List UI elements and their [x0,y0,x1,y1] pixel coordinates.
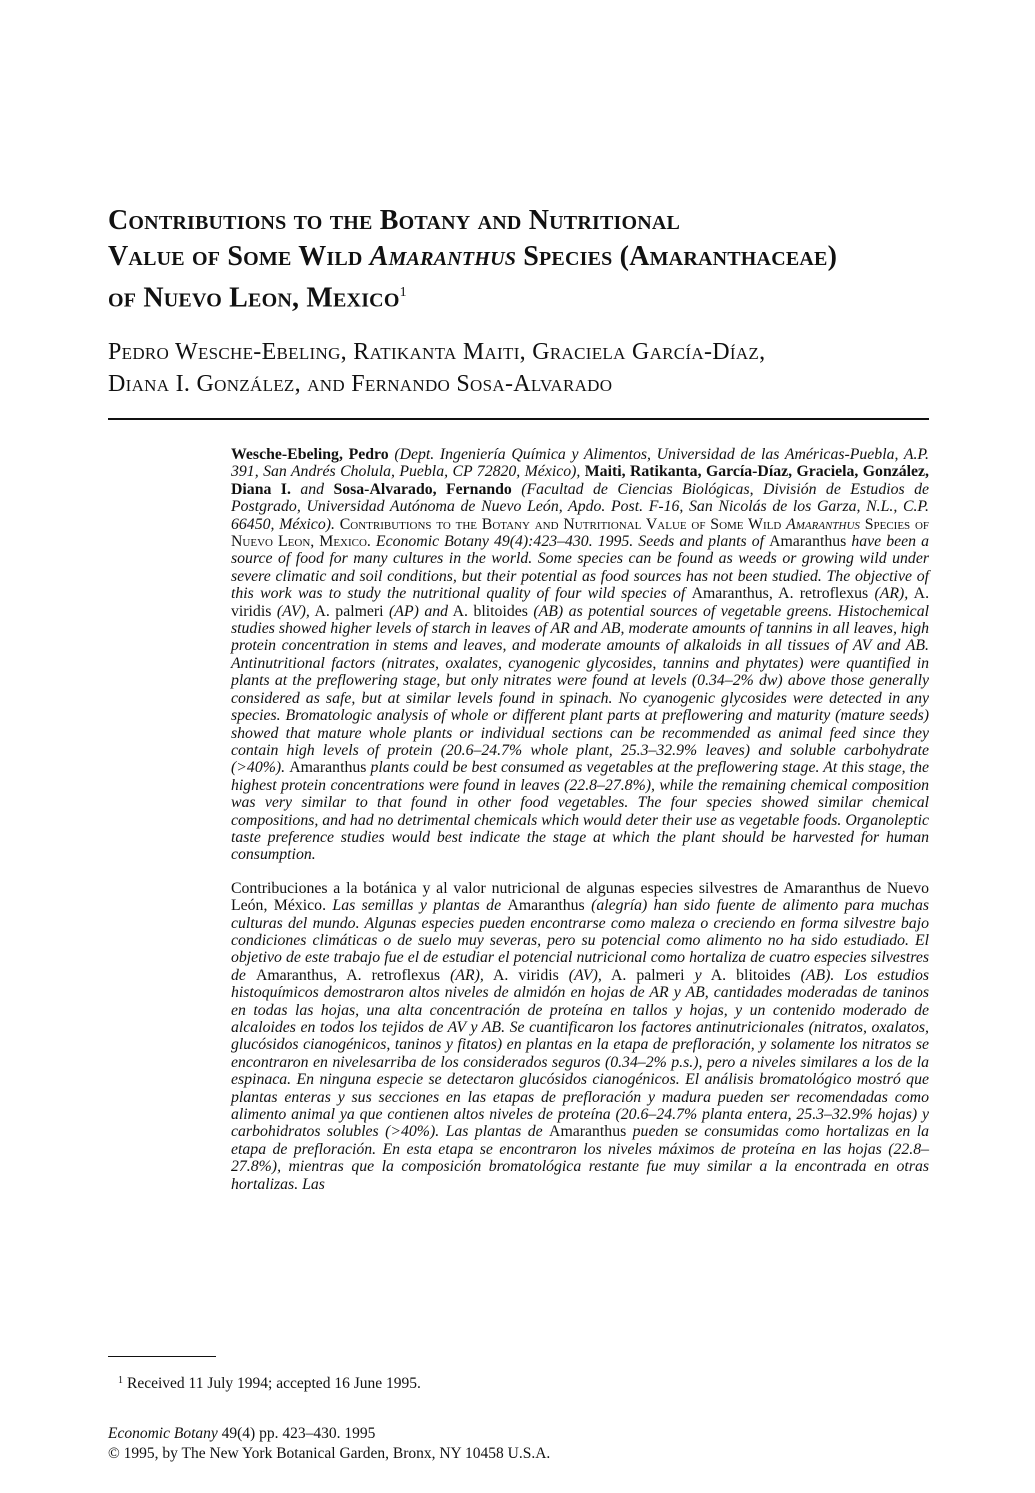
author-list [108,336,958,400]
journal-info [108,1424,550,1464]
author-line-1: Pedro Wesche-Ebeling, Ratikanta Maiti, Graciela García-Díaz, [108,339,766,365]
paper-title [108,203,958,316]
abstract-spanish: Contribuciones a la botánica y al valor nutricional de algunas especies silvestres de Amaranthus de Nuevo León, México. Las semillas y plantas de Amaranthus (alegría) han sido fuente de alimento para muchas culturas del mundo. Algunas especies pueden encontrarse como maleza o creciendo en forma silvestre bajo condiciones climáticas o de suelo muy severas, pero su potencial como alimento no ha sido estudiado. El objetivo de este trabajo fue el de estudiar el potencial nutricional como hortaliza de cuatro especies silvestres de Amaranthus, A. retroflexus (AR), A. viridis (AV), A. palmeri y A. blitoides (AB). Los estudios histoquímicos demostraron altos niveles de almidón en hojas de AR y AB, cantidades moderadas de taninos en todas las hojas, una alta concentración de proteína en tallos y hojas, y un contenido moderado de alcaloides en todos los tejidos de AV y AB. Se cuantificaron los factores antinutricionales (nitratos, oxalatos, glucósidos cianogénicos, taninos y fitatos) en plantas en la etapa de prefloración, y solamente los nitratos se encontraron en nivelesarriba de los considerados seguros (0.34–2% p.s.), pero a niveles similares a los de la espinaca. En ninguna especie se detectaron glucósidos cianogénicos. El análisis bromatológico mostró que plantas enteras y sus secciones en las etapas de prefloración y madura pueden ser recomendadas como alimento animal ya que contienen altos niveles de proteína (20.6–24.7% planta entera, 25.3–32.9% hojas) y carbohidratos solubles (>40%). Las plantas de Amaranthus pueden se consumidas como hortalizas en la etapa de prefloración. En esta etapa se encontraron los niveles máximos de proteína en las hojas (22.8–27.8%), mientras que la composición bromatológica restante fue muy similar a la encontrada en otras hortalizas. Las [231,879,930,1193]
author-line-2: Diana I. González, and Fernando Sosa-Alvarado [108,371,613,397]
title-line-3: of Nuevo Leon, Mexico$^1$ [108,282,407,314]
footnote-mark: 1 [118,1375,123,1386]
footnote-text: Received 11 July 1994; accepted 16 June 1995. [127,1375,421,1392]
journal-citation: Economic Botany 49(4) pp. 423–430. 1995 [108,1425,376,1442]
title-footnote-mark: 1 [399,285,407,300]
title-genus: Amaranthus [369,241,517,272]
header-rule [108,418,929,420]
footnote [118,1375,421,1393]
footnote-rule [108,1356,216,1357]
abstract-english: Wesche-Ebeling, Pedro (Dept. Ingeniería Química y Alimentos, Universidad de las Américas-Puebla, A.P. 391, San Andrés Cholula, Puebla, CP 72820, México), Maiti, Ratikanta, García-Díaz, Graciela, González, Diana I. and Sosa-Alvarado, Fernando (Facultad de Ciencias Biológicas, División de Estudios de Postgrado, Universidad Autónoma de Nuevo León, Apdo. Post. F-16, San Nicolás de los Garza, N.L., C.P. 66450, México). Contributions to the Botany and Nutritional Value of Some Wild Amaranthus Species of Nuevo Leon, Mexico. Economic Botany 49(4):423–430. 1995. Seeds and plants of Amaranthus have been a source of food for many cultures in the world. Some species can be found as weeds or growing wild under severe climatic and soil conditions, but their potential as food sources has not been studied. The objective of this work was to study the nutritional quality of four wild species of Amaranthus, A. retroflexus (AR), A. viridis (AV), A. palmeri (AP) and A. blitoides (AB) as potential sources of vegetable greens. Histochemical studies showed higher levels of starch in leaves of AR and AB, moderate amounts of tannins in all leaves, high protein concentration in stems and leaves, and moderate amounts of alkaloids in all tissues of AV and AB. Antinutritional factors (nitrates, oxalates, cyanogenic glycosides, tannins and phytates) were quantified in plants at the preflowering stage, but only nitrates were found at levels (0.34–2% dw) above those generally considered as safe, but at similar levels found in spinach. No cyanogenic glycosides were detected in any species. Bromatologic analysis of whole or different plant parts at preflowering and maturity (mature seeds) showed that mature whole plants or individual sections can be recommended as animal feed since they contain high levels of protein (20.6–24.7% whole plant, 25.3–32.9% leaves) and soluble carbohydrate (>40%). Amaranthus plants could be best consumed as vegetables at the preflowering stage. At this stage, the highest protein concentrations were found in leaves (22.8–27.8%), while the remaining chemical composition was very similar to that found in other food vegetables. The four species showed similar chemical compositions, and had no detrimental chemicals which would deter their use as vegetable foods. Organoleptic taste preference studies would best indicate the stage at which the plant should be harvested for human consumption. [231,446,930,864]
abstract [231,446,929,1193]
title-line-1: Contributions to the Botany and Nutritional [108,205,681,236]
title-line-2: Value of Some Wild Amaranthus Species (Amaranthaceae) [108,241,838,272]
copyright: © 1995, by The New York Botanical Garden, Bronx, NY 10458 U.S.A. [108,1445,551,1462]
